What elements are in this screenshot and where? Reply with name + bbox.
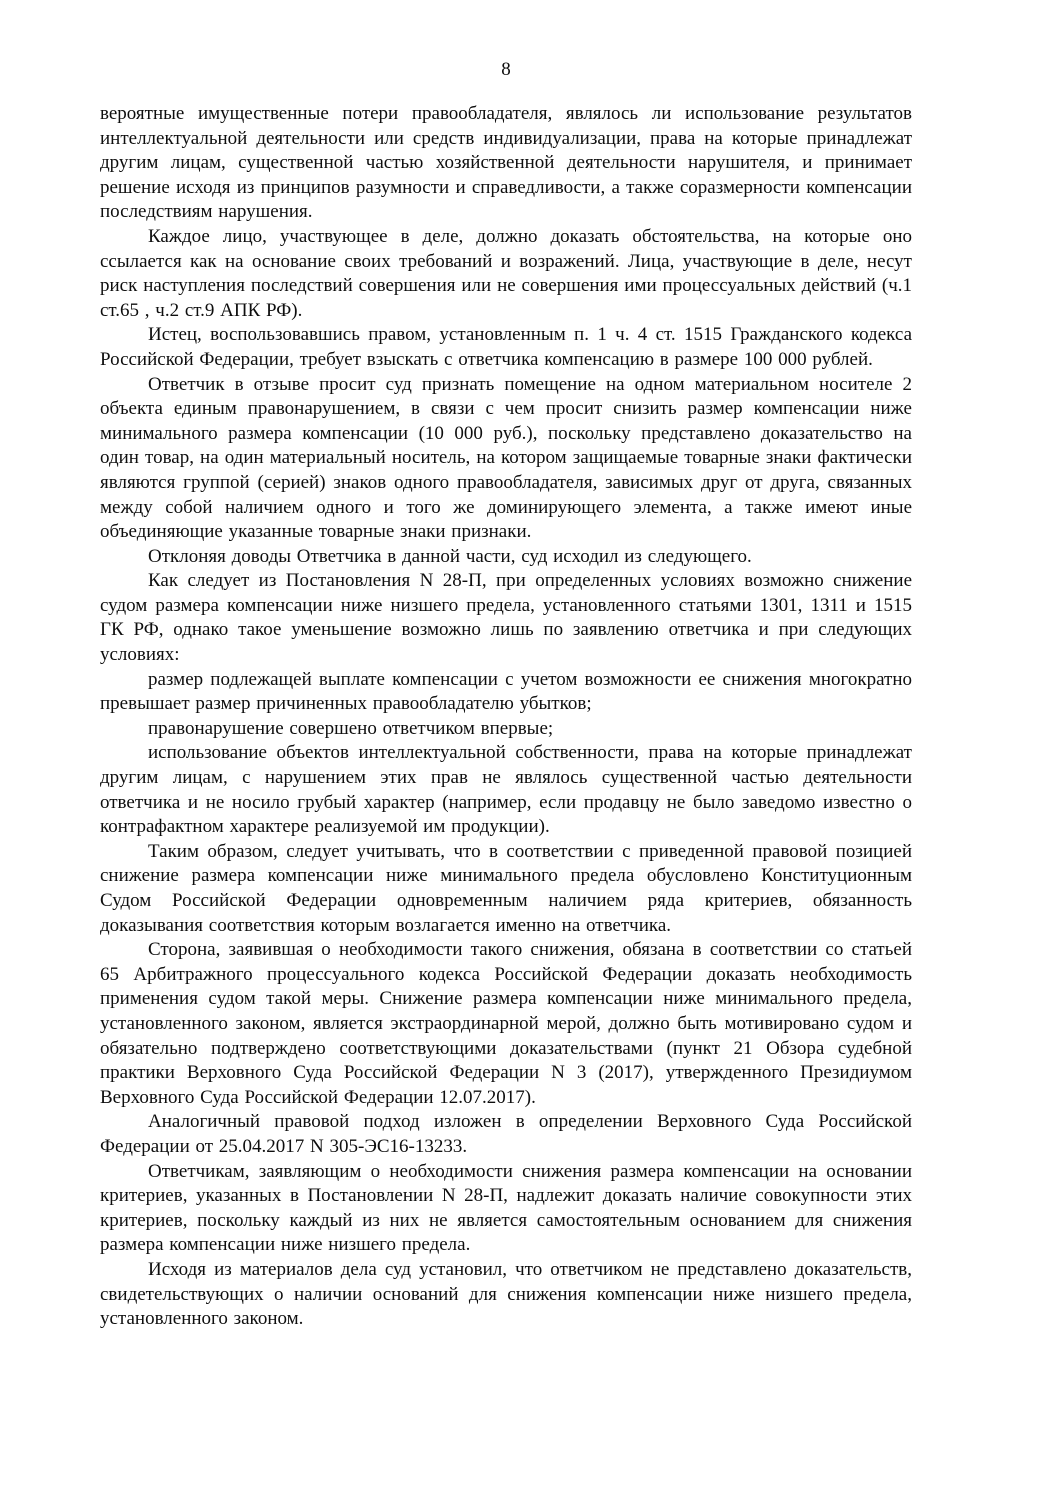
paragraph: Истец, воспользовавшись правом, установленным п. 1 ч. 4 ст. 1515 Гражданского кодекса Российской Федерации, требует взыскать с ответчика компенсацию в размере 100 000 рублей. [100, 324, 912, 370]
paragraph: правонарушение совершено ответчиком впервые; [148, 717, 554, 739]
paragraph: Аналогичный правовой подход изложен в определении Верховного Суда Российской Федерации от 25.04.2017 N 305-ЭС16-13233. [100, 1111, 912, 1157]
document-body [100, 102, 912, 1332]
paragraph: Как следует из Постановления N 28-П, при определенных условиях возможно снижение судом размера компенсации ниже низшего предела, установленного статьями 1301, 1311 и 1515 ГК РФ, однако такое уменьшение возможно лишь по заявлению ответчика и при следующих условиях: [100, 570, 912, 666]
paragraph: вероятные имущественные потери правообладателя, являлось ли использование результатов интеллектуальной деятельности или средств индивидуализации, права на которые принадлежат другим лицам, существенной частью хозяйственной деятельности нарушителя, и принимает решение исходя из принципов разумности и справедливости, а также соразмерности компенсации последствиям нарушения. [100, 103, 912, 223]
paragraph: Сторона, заявившая о необходимости такого снижения, обязана в соответствии со статьей 65 Арбитражного процессуального кодекса Российской Федерации доказать необходимость применения судом такой меры. Снижение размера компенсации ниже минимального предела, установленного законом, является экстраординарной мерой, должно быть мотивировано судом и обязательно подтверждено соответствующими доказательствами (пункт 21 Обзора судебной практики Верховного Суда Российской Федерации N 3 (2017), утвержденного Президиумом Верховного Суда Российской Федерации 12.07.2017). [100, 939, 912, 1108]
paragraph: Ответчик в отзыве просит суд признать помещение на одном материальном носителе 2 объекта единым правонарушением, в связи с чем просит снизить размер компенсации ниже минимального размера компенсации (10 000 руб.), поскольку представлено доказательство на один товар, на один материальный носитель, на котором защищаемые товарные знаки фактически являются группой (серией) знаков одного правообладателя, зависимых друг от друга, связанных между собой наличием одного и того же доминирующего элемента, а также имеют иные объединяющие указанные товарные знаки признаки. [100, 373, 912, 543]
paragraph: размер подлежащей выплате компенсации с учетом возможности ее снижения многократно превышает размер причиненных правообладателю убытков; [100, 668, 912, 715]
paragraph: Каждое лицо, участвующее в деле, должно доказать обстоятельства, на которые оно ссылается как на основание своих требований и возражений. Лица, участвующие в деле, несут риск наступления последствий совершения или не совершения ими процессуальных действий (ч.1 ст.65 , ч.2 ст.9 АПК РФ). [100, 225, 912, 321]
paragraph: Ответчикам, заявляющим о необходимости снижения размера компенсации на основании критериев, указанных в Постановлении N 28-П, надлежит доказать наличие совокупности этих критериев, поскольку каждый из них не является самостоятельным основанием для снижения размера компенсации ниже низшего предела. [100, 1160, 912, 1256]
page-number: 8 [501, 59, 511, 80]
paragraph: Отклоняя доводы Ответчика в данной части, суд исходил из следующего. [148, 545, 752, 567]
paragraph: Таким образом, следует учитывать, что в соответствии с приведенной правовой позицией снижение размера компенсации ниже минимального предела обусловлено Конституционным Судом Российской Федерации одновременным наличием ряда критериев, обязанность доказывания соответствия которым возлагается именно на ответчика. [100, 840, 912, 936]
paragraph: Исходя из материалов дела суд установил, что ответчиком не представлено доказательств, свидетельствующих о наличии оснований для снижения компенсации ниже низшего предела, установленного законом. [100, 1258, 912, 1330]
document-page [100, 58, 912, 1332]
paragraph: использование объектов интеллектуальной собственности, права на которые принадлежат другим лицам, с нарушением этих прав не являлось существенной частью деятельности ответчика и не носило грубый характер (например, если продавцу не было заведомо известно о контрафактном характере реализуемой им продукции). [100, 742, 912, 838]
